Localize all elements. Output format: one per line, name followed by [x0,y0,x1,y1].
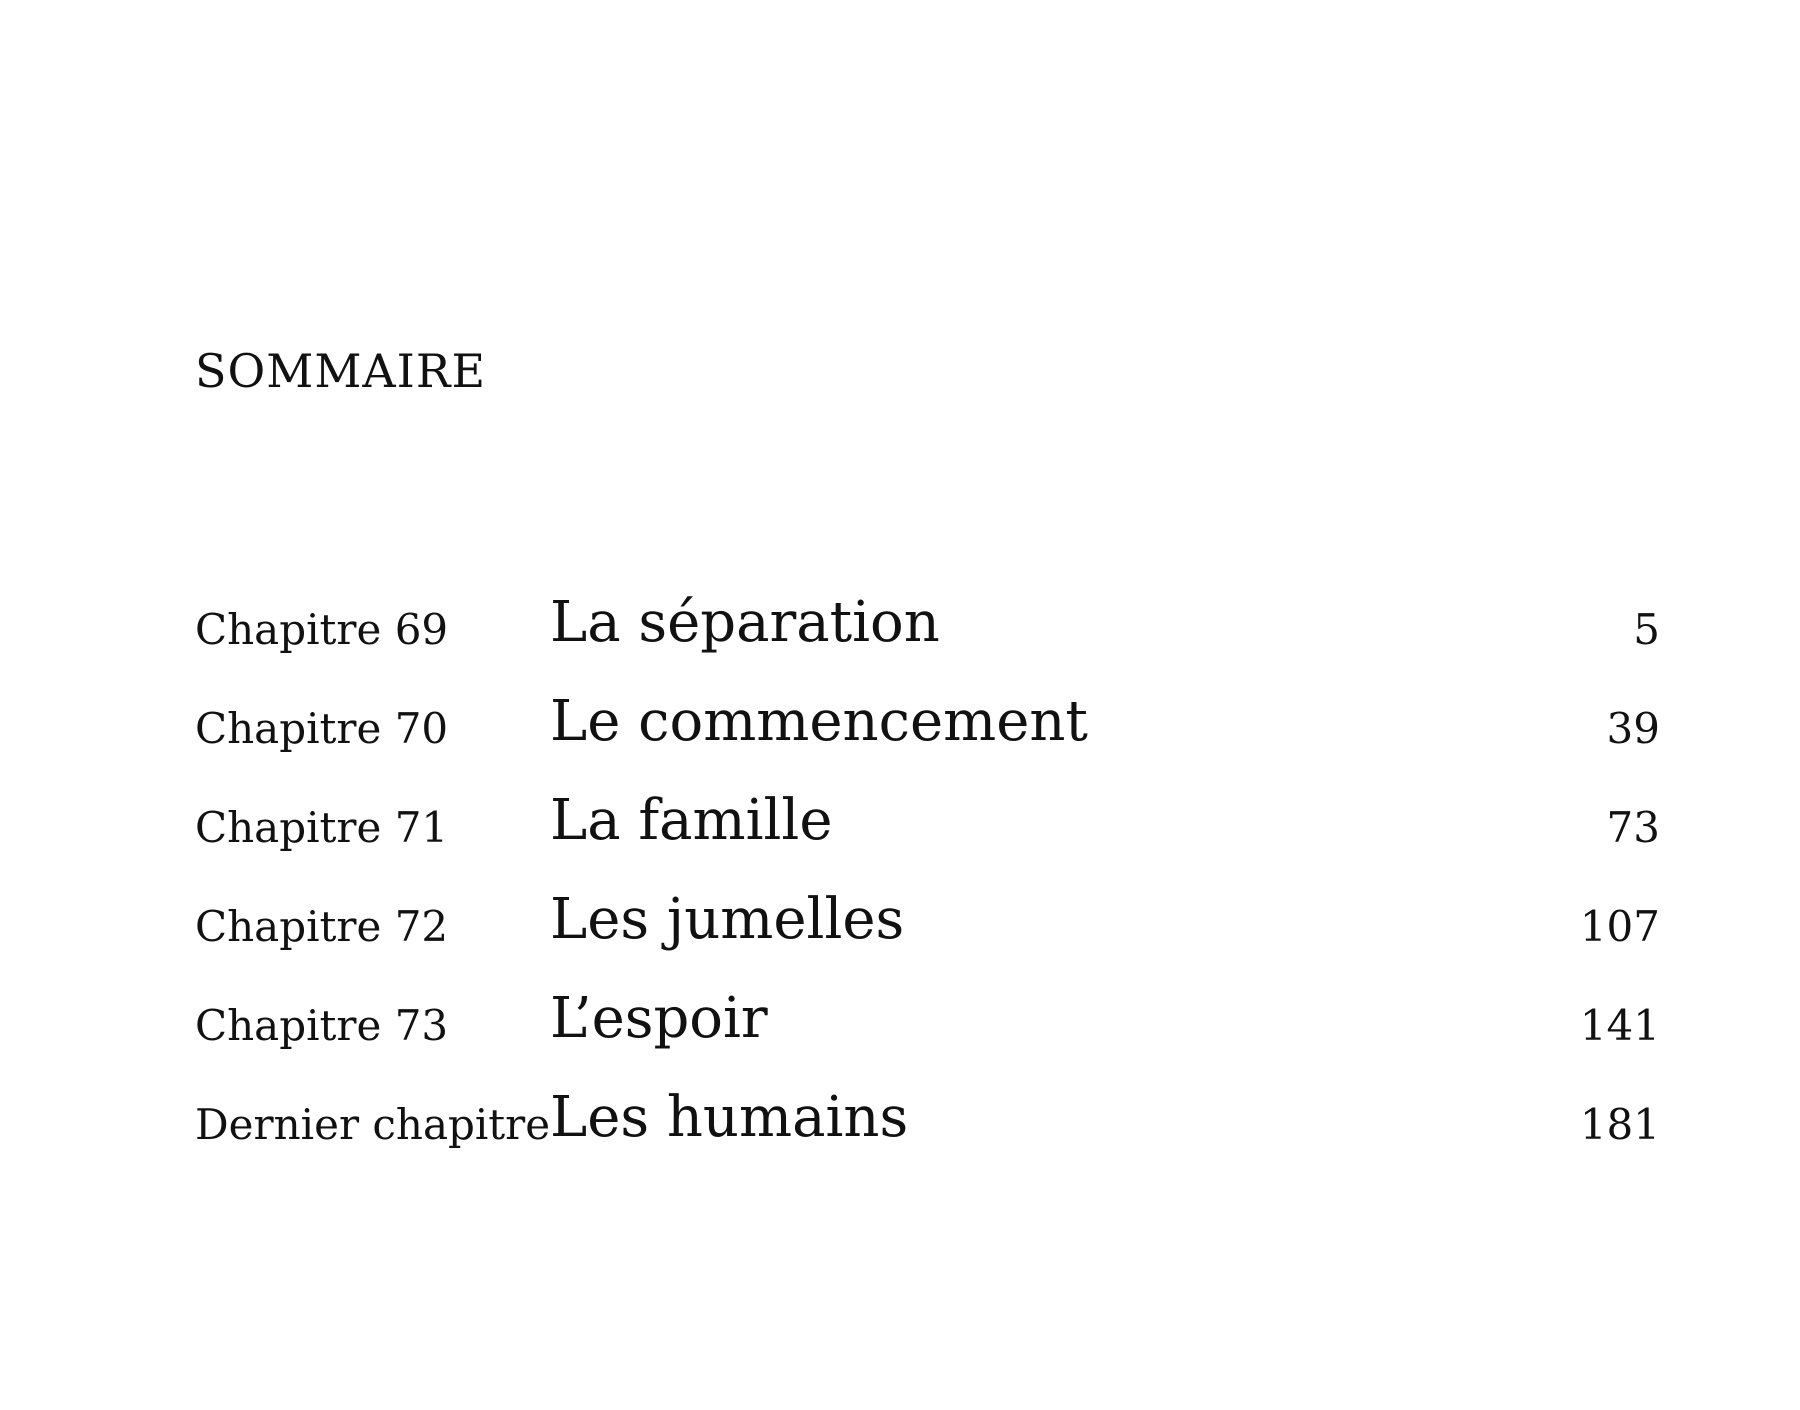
toc-chapter-title: L’espoir [550,986,768,1051]
toc-entry[interactable] [195,588,1660,687]
toc-page-number: 73 [1606,803,1660,852]
toc-page-number: 39 [1606,704,1660,753]
toc-chapter-number: Chapitre 69 [195,605,449,654]
toc-page-number: 141 [1579,1001,1660,1050]
toc-page-number: 181 [1579,1100,1660,1149]
toc-chapter-title: La séparation [550,590,940,655]
toc-entry[interactable] [195,885,1660,984]
toc-page-number: 5 [1633,605,1660,654]
toc-chapter-number: Chapitre 71 [195,803,449,852]
toc-chapter-title: Le commencement [550,689,1088,754]
toc-chapter-number: Chapitre 73 [195,1001,449,1050]
toc-entry[interactable] [195,1083,1660,1182]
toc-page-number: 107 [1579,902,1660,951]
toc-entry[interactable] [195,786,1660,885]
page-title: SOMMAIRE [195,344,487,398]
toc-chapter-number: Chapitre 72 [195,902,449,951]
toc-chapter-title: La famille [550,788,833,853]
toc-chapter-title: Les jumelles [550,887,905,952]
table-of-contents [195,588,1660,1182]
toc-chapter-title: Les humains [550,1085,909,1150]
toc-entry[interactable] [195,984,1660,1083]
toc-entry[interactable] [195,687,1660,786]
toc-chapter-number: Chapitre 70 [195,704,449,753]
toc-chapter-number: Dernier chapitre [195,1100,551,1149]
